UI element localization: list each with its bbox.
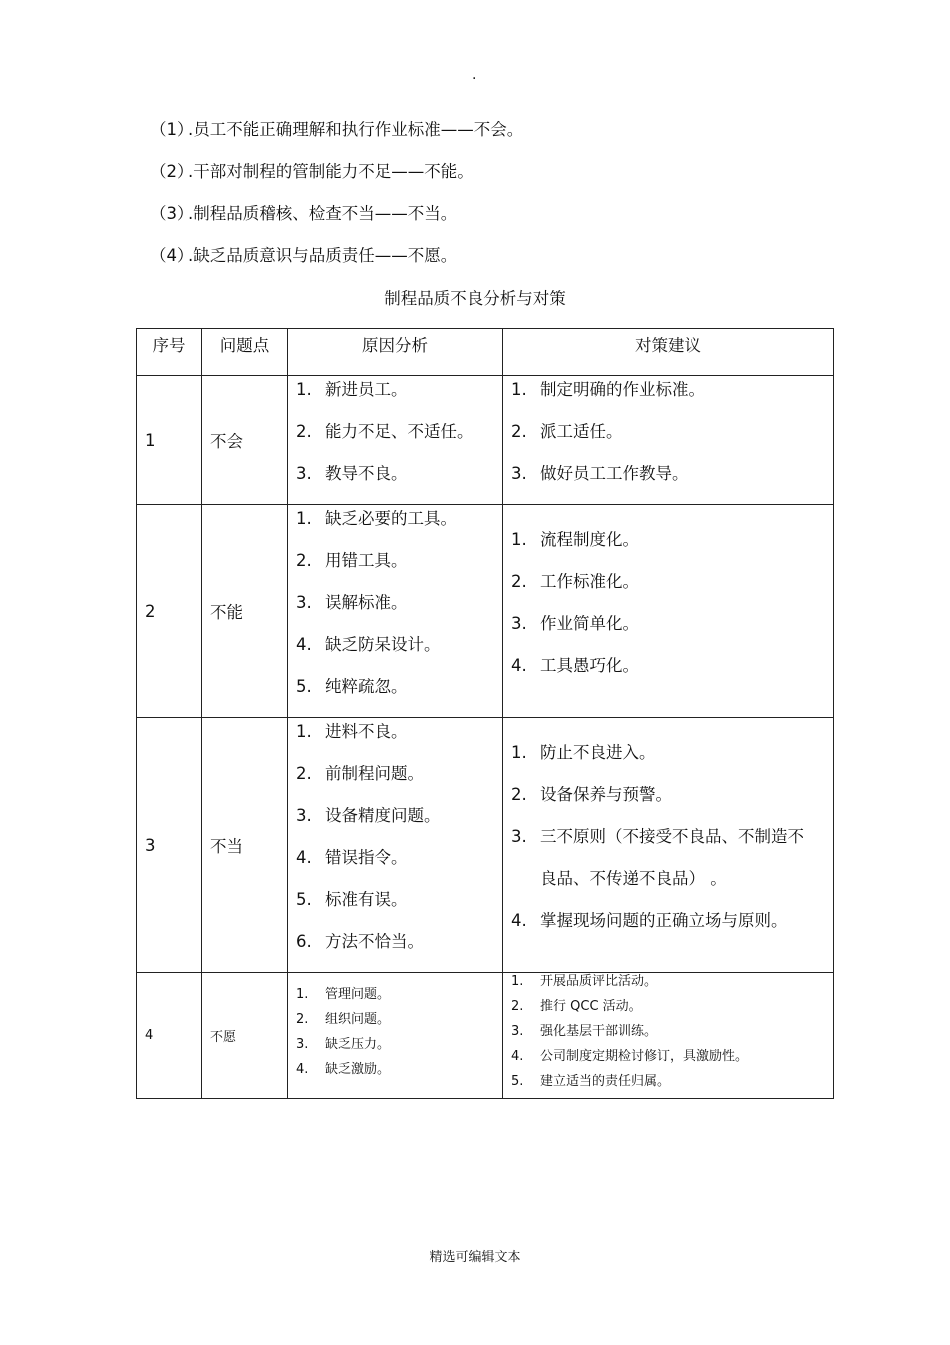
row-advice [503,718,834,973]
list-item: 1. 缺乏必要的工具。 [296,509,457,528]
list-item: 3. 三不原则（不接受不良品、不制造不良品、不传递不良品） 。 [511,827,804,888]
row-issue: 不愿 [202,973,288,1099]
header-dot: . [472,67,477,83]
list-item: 1. 流程制度化。 [511,530,639,549]
table-title: 制程品质不良分析与对策 [384,289,566,308]
row-issue: 不会 [202,376,288,505]
list-item: 3. 设备精度问题。 [296,806,441,825]
header-advice: 对策建议 [503,329,834,376]
list-item: 4. 缺乏防呆设计。 [296,635,441,654]
row-advice [503,376,834,505]
intro-item: （2）.干部对制程的管制能力不足——不能。 [150,162,474,181]
list-item: 1. 制定明确的作业标准。 [511,380,705,399]
header-issue: 问题点 [202,329,288,376]
row-causes [288,718,503,973]
list-item: 2. 推行 QCC 活动。 [511,999,642,1014]
row-no: 2 [137,505,202,718]
row-causes [288,505,503,718]
header-causes: 原因分析 [288,329,503,376]
list-item: 4. 掌握现场问题的正确立场与原则。 [511,911,788,930]
list-item: 1. 防止不良进入。 [511,743,656,762]
list-item: 6. 方法不恰当。 [296,932,424,951]
header-no: 序号 [137,329,202,376]
list-item: 2. 派工适任。 [511,422,623,441]
list-item: 5. 标准有误。 [296,890,408,909]
row-issue: 不能 [202,505,288,718]
row-causes [288,376,503,505]
list-item: 4. 缺乏激励。 [296,1061,391,1077]
list-item: 2. 能力不足、不适任。 [296,422,474,441]
list-item: 3. 误解标准。 [296,593,408,612]
list-item: 2. 工作标准化。 [511,572,639,591]
list-item: 3. 做好员工工作教导。 [511,464,689,483]
row-advice [503,973,834,1099]
intro-list [150,118,523,286]
intro-item: （1）.员工不能正确理解和执行作业标准——不会。 [150,120,524,139]
intro-item: （4）.缺乏品质意识与品质责任——不愿。 [150,246,458,265]
list-item: 2. 前制程问题。 [296,764,424,783]
table-row [137,718,834,973]
list-item: 4. 错误指令。 [296,848,408,867]
list-item: 1. 开展品质评比活动。 [511,974,658,989]
analysis-table [136,328,834,1099]
list-item: 4. 公司制度定期检讨修订，具激励性。 [511,1049,749,1064]
table-header-row [137,329,834,376]
list-item: 2. 设备保养与预警。 [511,785,672,804]
table-row [137,376,834,505]
row-no: 1 [137,376,202,505]
row-no: 4 [137,973,202,1099]
list-item: 4. 工具愚巧化。 [511,656,639,675]
list-item: 3. 强化基层干部训练。 [511,1024,658,1039]
list-item: 1. 进料不良。 [296,722,408,741]
list-item: 1. 新进员工。 [296,380,408,399]
row-no: 3 [137,718,202,973]
row-issue: 不当 [202,718,288,973]
list-item: 5. 建立适当的责任归属。 [511,1074,671,1089]
list-item: 3. 缺乏压力。 [296,1036,391,1052]
list-item: 5. 纯粹疏忽。 [296,677,408,696]
list-item: 1. 管理问题。 [296,986,391,1002]
list-item: 2. 用错工具。 [296,551,408,570]
page-footer: 精选可编辑文本 [429,1250,521,1265]
list-item: 2. 组织问题。 [296,1011,391,1027]
list-item: 3. 教导不良。 [296,464,408,483]
row-advice [503,505,834,718]
intro-item: （3）.制程品质稽核、检查不当——不当。 [150,204,458,223]
row-causes [288,973,503,1099]
table-row [137,973,834,1099]
table-row [137,505,834,718]
list-item: 3. 作业简单化。 [511,614,639,633]
